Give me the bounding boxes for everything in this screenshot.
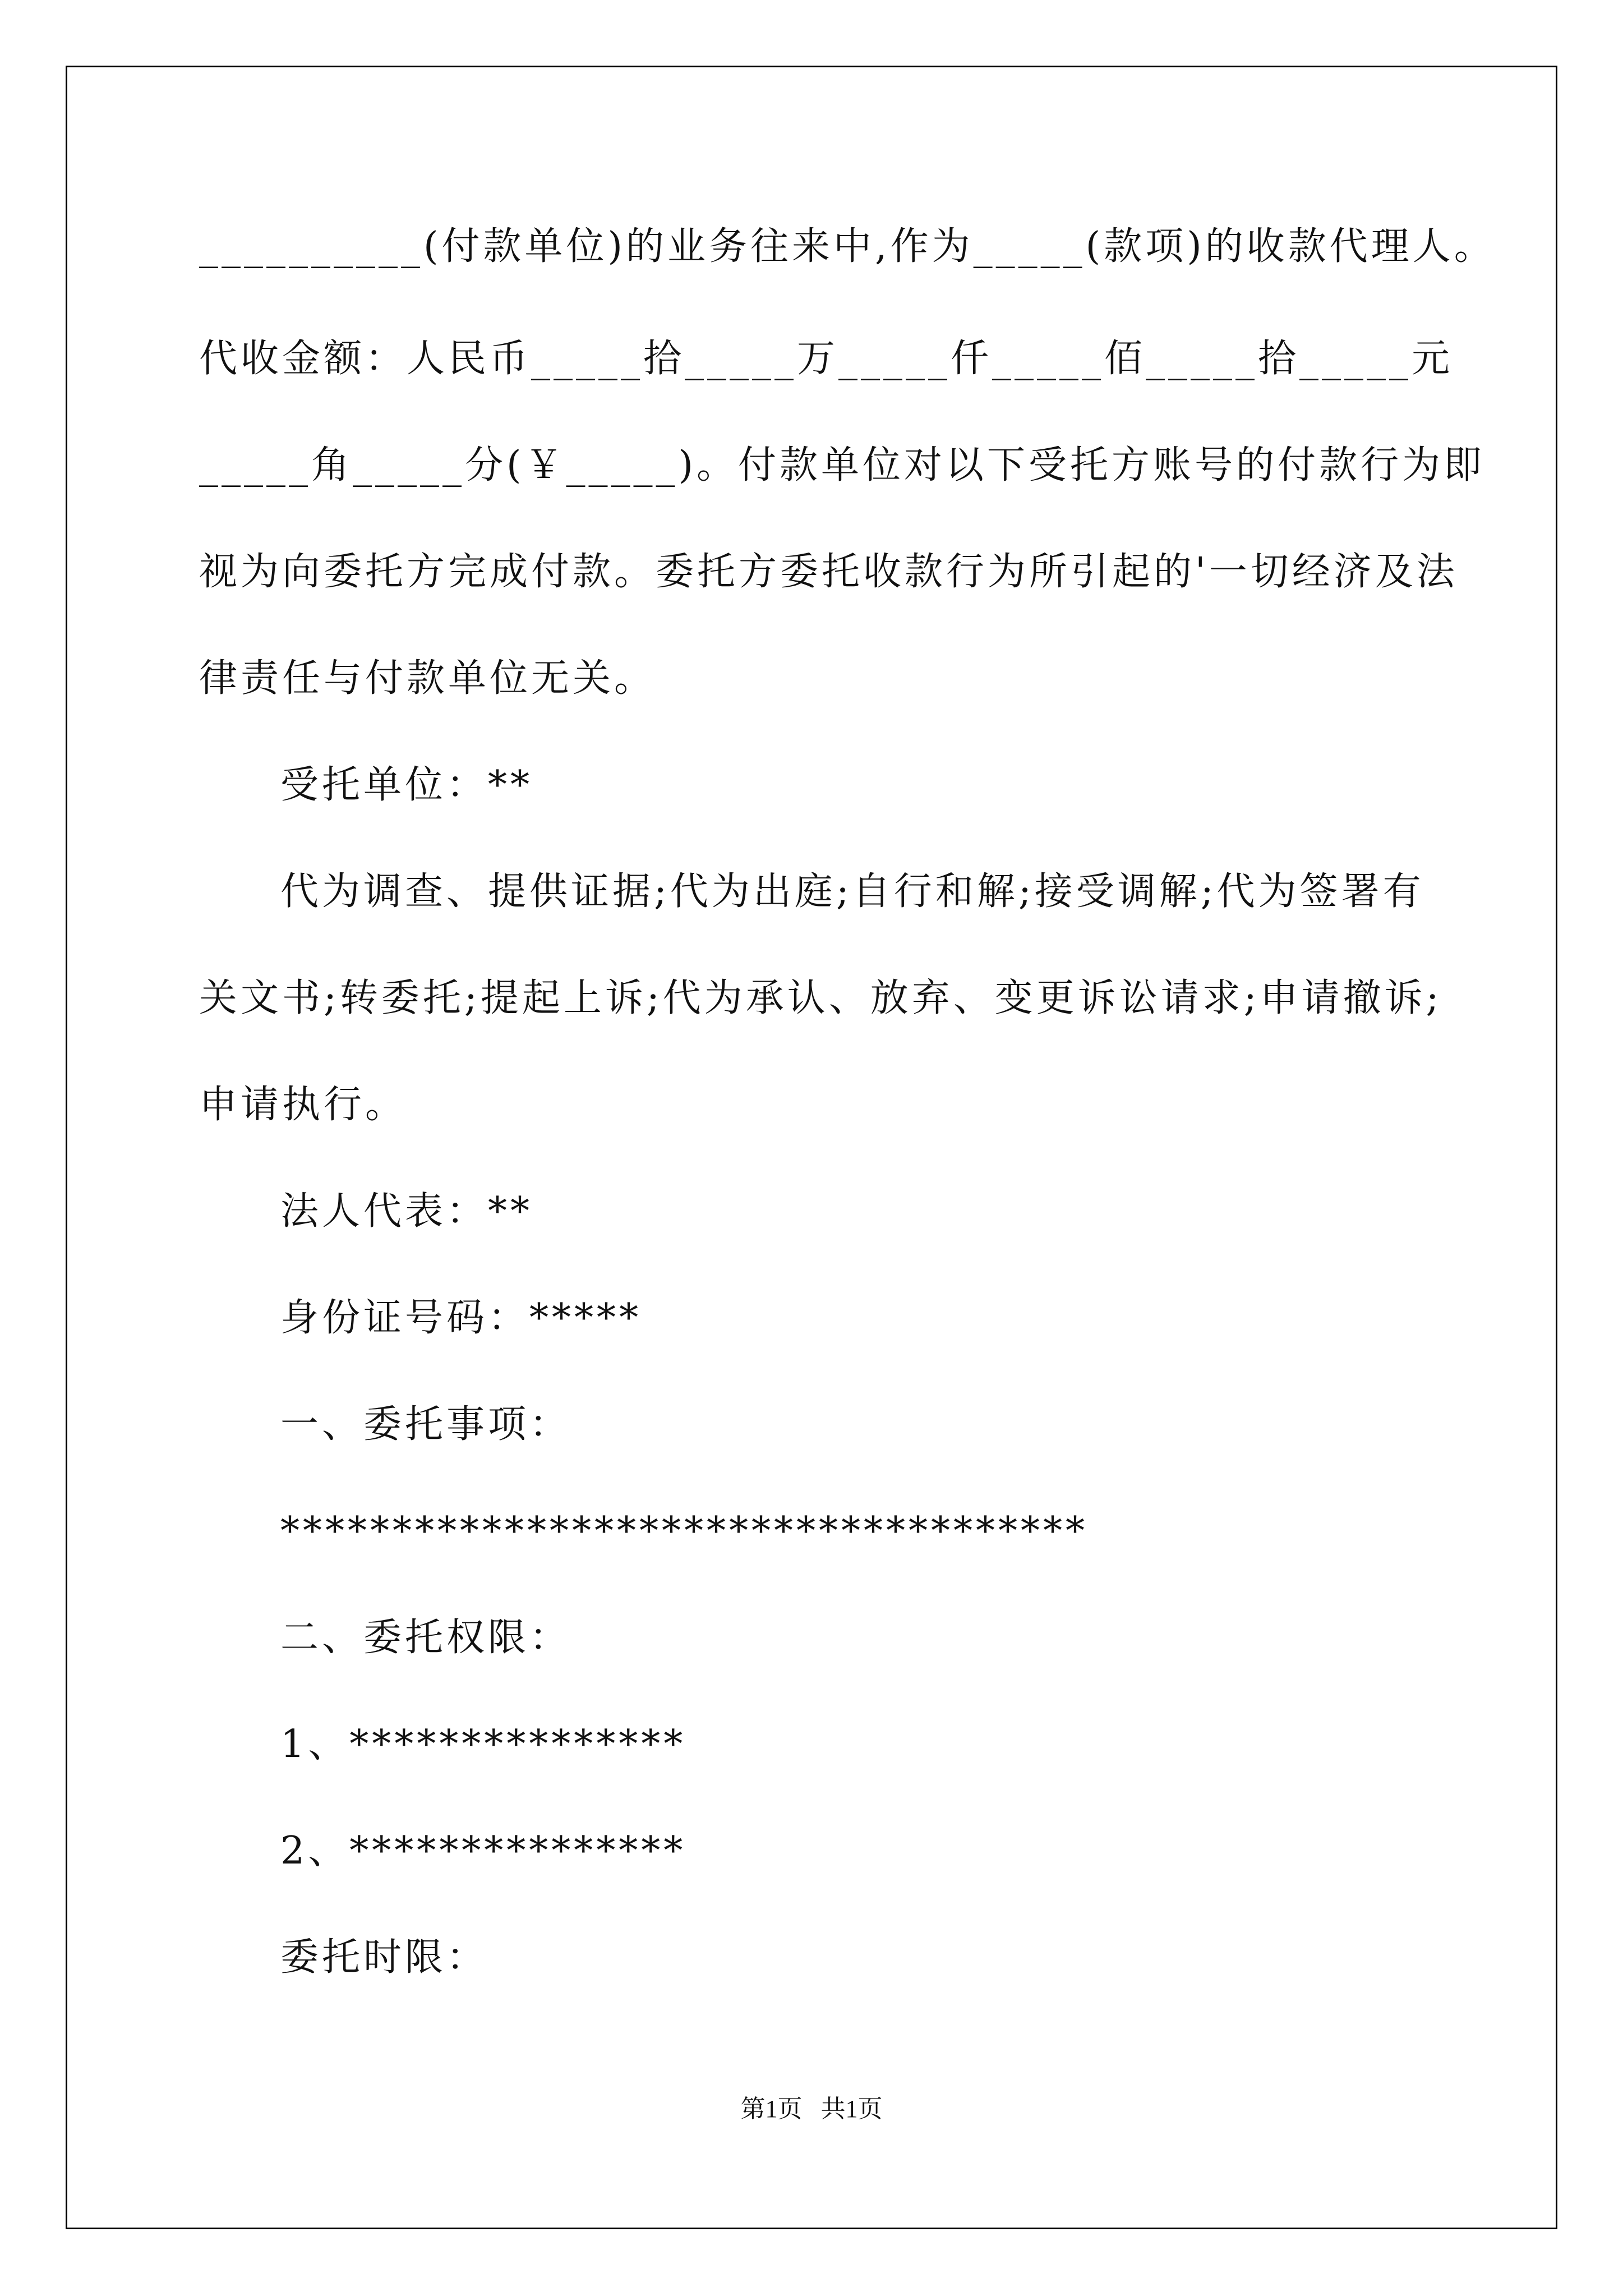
page-footer: 第1页 共1页 [740, 2095, 883, 2123]
paragraph-line: __________(付款单位)的业务往来中,作为_____(款项)的收款代理人。 [199, 224, 1496, 269]
time-limit-line: 委托时限： [280, 1935, 488, 1980]
section-1-title: 一、委托事项： [280, 1402, 571, 1447]
paragraph-line: 代收金额：人民币_____拾_____万_____仟_____佰_____拾_____元 [199, 337, 1454, 381]
powers-line: 申请执行。 [199, 1083, 407, 1127]
section-1-content: ************************************ [280, 1509, 1088, 1553]
paragraph-line: 视为向委托方完成付款。委托方委托收款行为所引起的'一切经济及法 [199, 550, 1458, 594]
trustee-line: 受托单位：** [280, 763, 533, 807]
section-2-title: 二、委托权限： [280, 1616, 571, 1660]
powers-line: 代为调查、提供证据;代为出庭;自行和解;接受调解;代为签署有 [280, 869, 1424, 914]
paragraph-line: _____角_____分(￥_____)。付款单位对以下受托方账号的付款行为即 [199, 443, 1486, 487]
page-border [66, 66, 1557, 2229]
list-item: 2、*************** [280, 1829, 686, 1873]
paragraph-line: 律责任与付款单位无关。 [199, 656, 656, 701]
legal-rep-line: 法人代表：** [280, 1189, 533, 1234]
powers-line: 关文书;转委托;提起上诉;代为承认、放弃、变更诉讼请求;申请撤诉; [199, 976, 1442, 1020]
id-number-line: 身份证号码：***** [280, 1296, 642, 1340]
list-item: 1、*************** [280, 1722, 686, 1766]
